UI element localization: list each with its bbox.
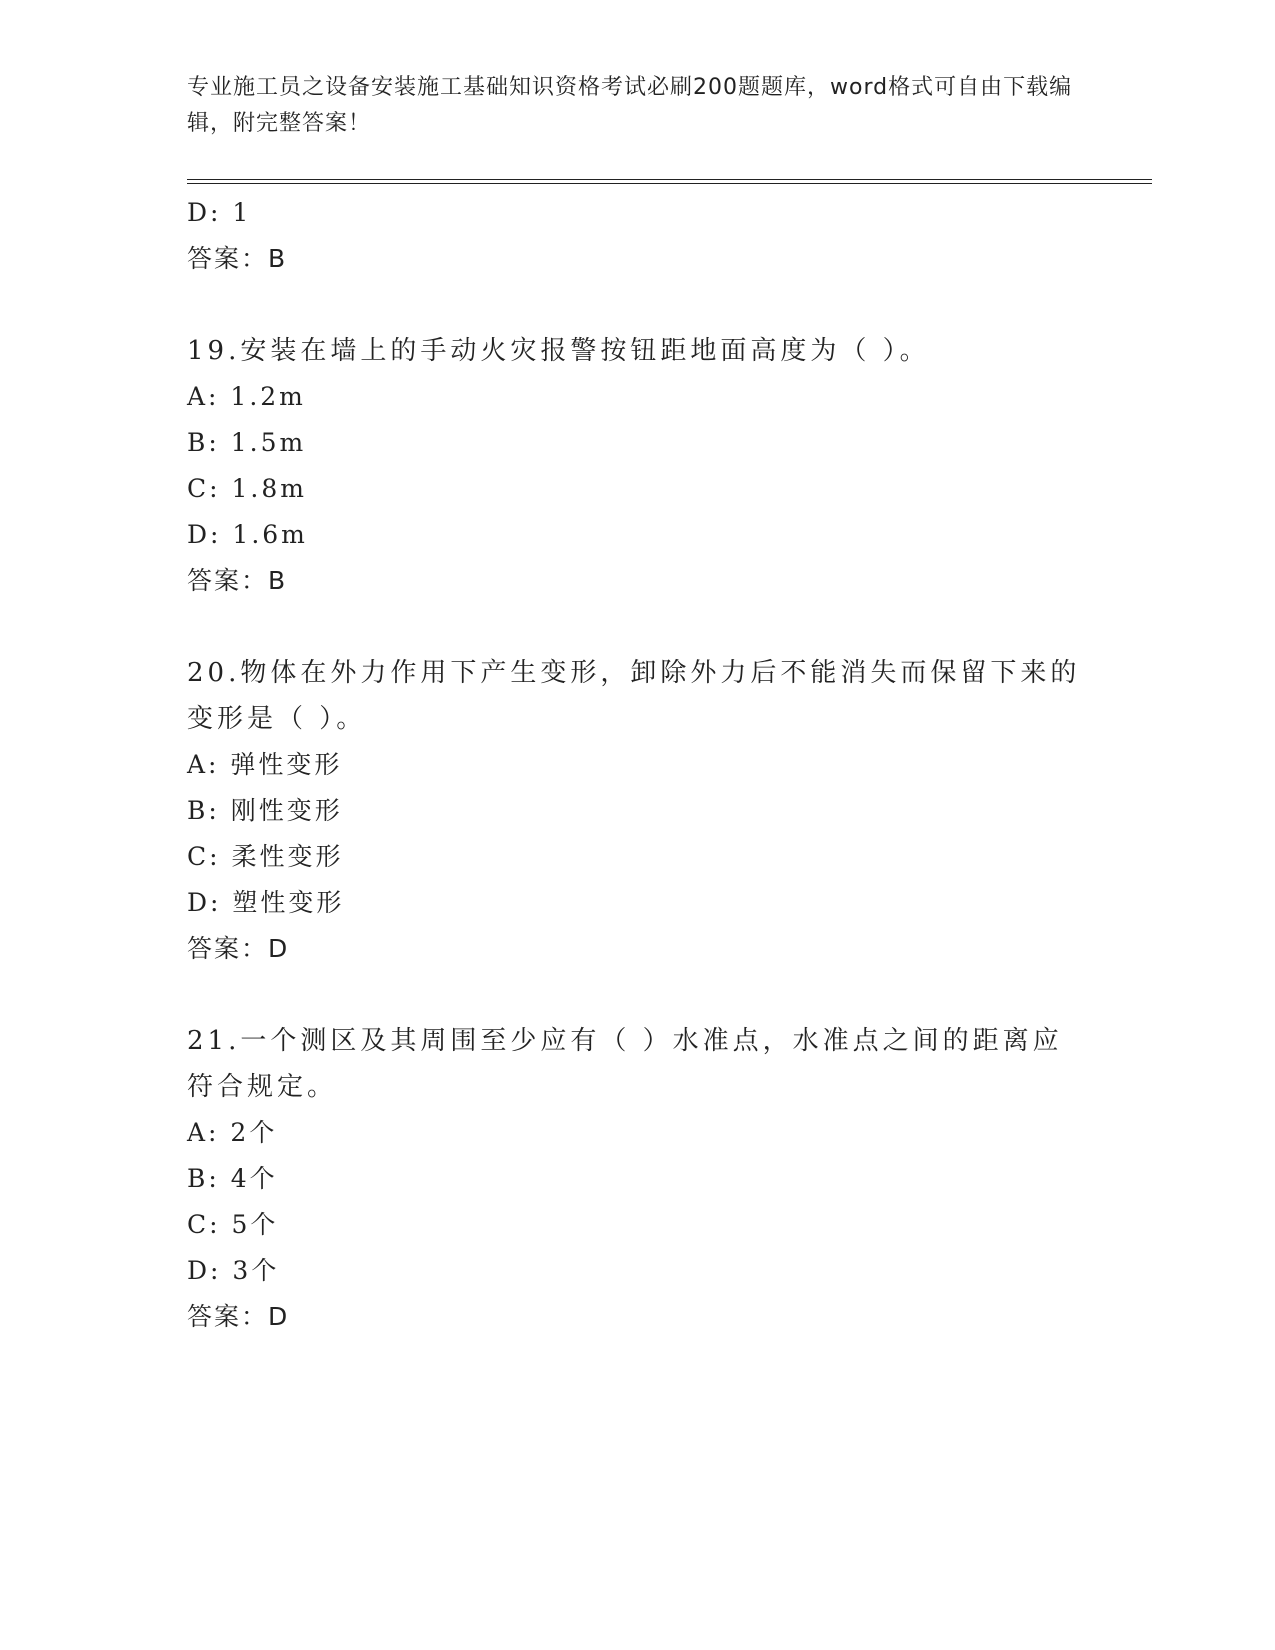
question-text: 19.安装在墙上的手动火灾报警按钮距地面高度为（ ）。 (187, 336, 930, 366)
option-b: B: 刚性变形 (187, 796, 343, 825)
question-text: 20.物体在外力作用下产生变形，卸除外力后不能消失而保留下来的变形是（ ）。 (187, 658, 1081, 734)
option-c: C: 柔性变形 (187, 842, 344, 871)
question-text: 21.一个测区及其周围至少应有（ ）水准点，水准点之间的距离应符合规定。 (187, 1026, 1063, 1102)
question-block (187, 650, 1087, 972)
option-b: B: 4个 (187, 1164, 278, 1193)
header-divider-bottom (187, 183, 1152, 184)
answer-line: 答案：B (187, 566, 288, 595)
option-b: B: 1.5m (187, 428, 307, 457)
header-divider-top (187, 179, 1152, 180)
answer-line: 答案：D (187, 934, 290, 963)
answer-line: 答案：D (187, 1302, 290, 1331)
option-a: A: 1.2m (187, 382, 306, 411)
question-block (187, 328, 1087, 604)
question-block (187, 190, 1087, 282)
option-a: A: 弹性变形 (187, 750, 343, 779)
option-c: C: 1.8m (187, 474, 307, 503)
option-c: C: 5个 (187, 1210, 279, 1239)
question-block (187, 1018, 1087, 1340)
document-header: 专业施工员之设备安装施工基础知识资格考试必刷200题题库，word格式可自由下载编辑，附完整答案！ (187, 75, 1073, 136)
option-d: D: 1 (187, 198, 252, 227)
question-list (187, 190, 1087, 1386)
option-d: D: 3个 (187, 1256, 280, 1285)
option-d: D: 1.6m (187, 520, 308, 549)
option-d: D: 塑性变形 (187, 888, 345, 917)
option-a: A: 2个 (187, 1118, 278, 1147)
answer-line: 答案：B (187, 244, 288, 273)
